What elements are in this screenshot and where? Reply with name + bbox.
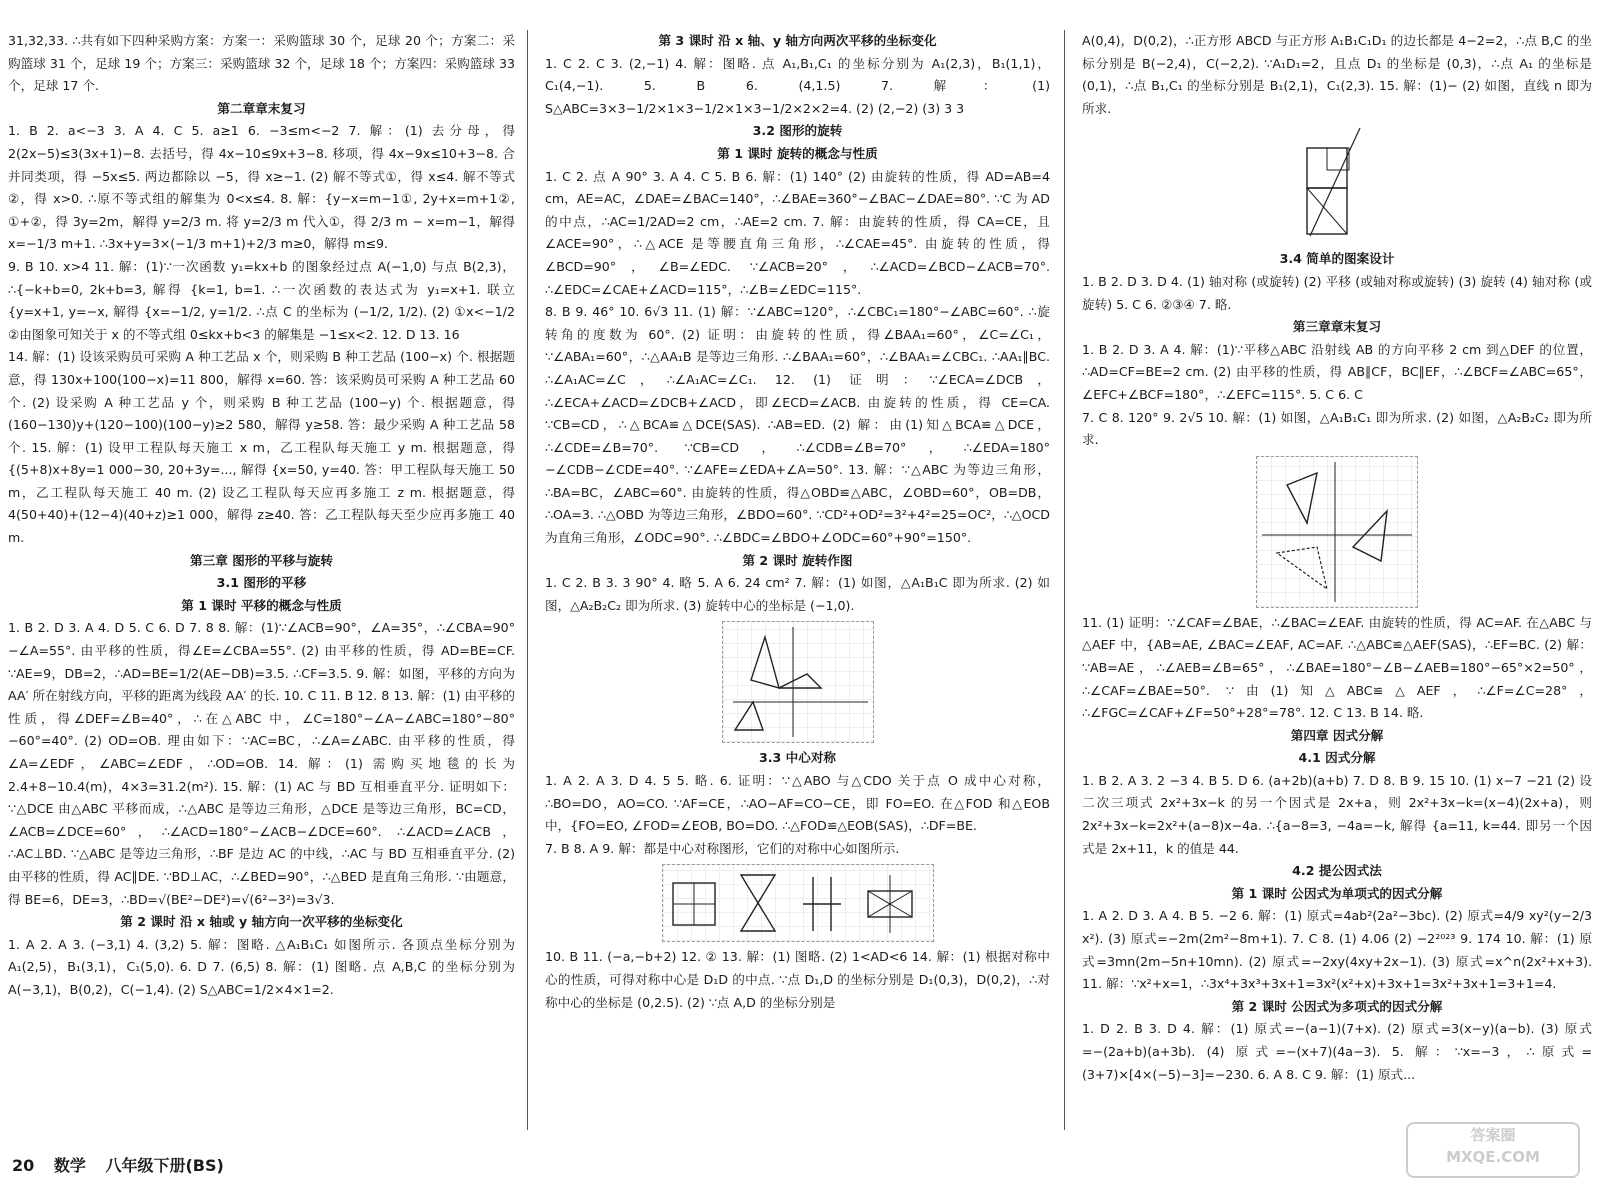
column-divider [527, 30, 528, 1130]
column-left [8, 30, 515, 1130]
lesson-heading: 第 1 课时 平移的概念与性质 [181, 597, 342, 613]
page-footer [12, 1153, 238, 1176]
paragraph: 1. A 2. D 3. A 4. B 5. −2 6. 解：(1) 原式=4ab²(2a²−3bc). (2) 原式=4/9 xy²(y−2/3 x²). (3) 原式=−2m(2m²−8m+1). 7. C 8. (1) 4.06 (2) −2²⁰²³ 9. 174 10. 解：(1) 原式=3mn(2m−5n+10mn). (2) 原式=−2xy(4xy+2x−1). (3) 原式=x^n(2x²+x+3). 11. 解：∵x²+x=1，∴3x⁴+3x³+3x+1=3x²(x²+x)+3x+1=3x²+3x+1=3+1=4. [1082, 908, 1592, 992]
chapter-heading: 第三章 图形的平移与旋转 [190, 552, 333, 568]
section-heading: 3.2 图形的旋转 [752, 123, 843, 139]
paragraph: 7. B 8. A 9. 解：都是中心对称图形，它们的对称中心如图所示. [545, 840, 900, 856]
paragraph: 11. (1) 证明：∵∠CAF=∠BAE，∴∠BAC=∠EAF. 由旋转的性质，得 AC=AF. 在△ABC 与△AEF 中，{AB=AE, ∠BAC=∠EAF, AC=AF. ∴△ABC≌△AEF(SAS)，∴EF=BC. (2) 解：∵AB=AE，∴∠AEB=∠B=65°，∴∠BAE=180°−∠B−∠AEB=180°−65°×2=50°，∴∠CAF=∠BAE=50°. ∵由(1)知△ABC≌△AEF，∴∠F=∠C=28°，∴∠FGC=∠CAF+∠F=50°+28°=78°. 12. C 13. B 14. 略. [1082, 614, 1592, 721]
section-heading: 3.1 图形的平移 [216, 575, 307, 591]
paragraph: 1. C 2. C 3. (2,−1) 4. 解：图略. 点 A₁,B₁,C₁ 的坐标分别为 A₁(2,3)，B₁(1,1)，C₁(4,−1). 5. B 6. (4,1.5) 7. 解：(1) S△ABC=3×3−1/2×1×3−1/2×1×3−1/2×2×2=4. (2) (2,−2) (3) 3 3 [545, 55, 1050, 116]
chapter-heading: 第四章 因式分解 [1290, 727, 1384, 743]
paragraph: 1. B 2. D 3. D 4. (1) 轴对称 (或旋转) (2) 平移 (或轴对称或旋转) (3) 旋转 (4) 轴对称 (或旋转) 5. C 6. ②③④ 7. 略. [1082, 273, 1592, 312]
lesson-heading: 第 2 课时 沿 x 轴或 y 轴方向一次平移的坐标变化 [120, 914, 403, 930]
column-right [1082, 30, 1592, 1130]
hourglass-bottom [741, 903, 775, 931]
watermark-line: MXQE.COM [1446, 1148, 1540, 1166]
subject-label: 数学 [53, 1156, 86, 1175]
lesson-heading: 第 2 课时 旋转作图 [742, 552, 853, 568]
grade-label: 八年级下册(BS) [105, 1156, 224, 1175]
triangle-a1b1c1 [1353, 511, 1387, 561]
square-line-figure [1292, 124, 1382, 244]
section-heading: 第三章章末复习 [1292, 319, 1382, 335]
rotation-figure-svg [723, 622, 873, 742]
paragraph: 31,32,33. ∴共有如下四种采购方案：方案一：采购篮球 30 个，足球 20 个；方案二：采购篮球 31 个，足球 19 个；方案三：采购篮球 32 个，足球 18 个；方案四：采购篮球 33 个，足球 17 个. [8, 33, 515, 94]
paragraph: 1. B 2. A 3. 2 −3 4. B 5. D 6. (a+2b)(a+b) 7. D 8. B 9. 15 10. (1) x−7 −21 (2) 设二次三项式 2x²+3x−k 的另一个因式是 2x+a，则 2x²+3x−k=(x−4)(2x+a)，则 2x²+3x−k=2x²+(a−8)x−4a. ∴{a−8=3, −4a=−k, 解得 {a=11, k=44. 即另一个因式是 2x+11，k 的值是 44. [1082, 772, 1592, 856]
lesson-heading: 第 1 课时 旋转的概念与性质 [717, 145, 878, 161]
lesson-heading: 第 1 课时 公因式为单项式的因式分解 [1231, 885, 1443, 901]
paragraph: 14. 解：(1) 设该采购员可采购 A 种工艺品 x 个，则采购 B 种工艺品 (100−x) 个. 根据题意，得 130x+100(100−x)=11 800，解得 x=60. 答：该采购员可采购 A 种工艺品 60 个. (2) 设采购 A 种工艺品 y 个，则采购 B 种工艺品 (100−y) 个. 根据题意，得 (160−130)y+(120−100)(100−y)≥2 580，解得 y≥58. 答：最少采购 A 种工艺品 58 个. 15. 解：(1) 设甲工程队每天施工 x m，乙工程队每天施工 y m. 根据题意，得 {(5+8)x+8y=1 000−30, 20+3y=..., 解得 {x=50, y=40. 答：甲工程队每天施工 50 m，乙工程队每天施工 40 m. (2) 设乙工程队每天应再多施工 z m. 根据题意，得 4(50+40)+(12−4)(40+z)≥1 000，解得 z≥40. 答：乙工程队每天至少应再多施工 40 m. [8, 349, 515, 546]
paragraph: 10. B 11. (−a,−b+2) 12. ② 13. 解：(1) 图略. (2) 1<AD<6 14. 解：(1) 根据对称中心的性质，可得对称中心是 D₁D 的中点. ∵点 D₁,D 的坐标分别是 D₁(0,3)，D(0,2)，∴对称中心的坐标是 (0,2.5). (2) ∵点 A,D 的坐标分别是 [545, 949, 1050, 1010]
column-middle [545, 30, 1050, 1130]
page-number: 20 [12, 1156, 35, 1175]
section-heading: 3.3 中心对称 [758, 750, 837, 766]
coordinate-grid-figure [1256, 456, 1418, 608]
paragraph: 1. D 2. B 3. D 4. 解：(1) 原式=−(a−1)(7+x). (2) 原式=3(x−y)(a−b). (3) 原式=−(2a+b)(a+3b). (4) 原式=−(x+7)(4a−3). 5. 解：∵x=−3，∴原式=(3+7)×[4×(−5)−3]=−230. 6. A 8. C 9. 解：(1) 原式... [1082, 1021, 1592, 1082]
section-heading: 4.1 因式分解 [1298, 750, 1376, 766]
paragraph: 1. C 2. 点 A 90° 3. A 4. C 5. B 6. 解：(1) 140° (2) 由旋转的性质，得 AD=AB=4 cm，AE=AC，∠DAE=∠BAC=140°，∴∠BAE=360°−∠BAC−∠DAE=80°. ∵C 为 AD 的中点，∴AC=1/2AD=2 cm，∴AE=2 cm. 7. 解：由旋转的性质，得 CA=CE，且∠ACE=90°，∴△ACE 是等腰直角三角形，∴∠CAE=45°. 由旋转的性质，得∠BCD=90°，∠B=∠EDC. ∵∠ACB=20°，∴∠ACD=∠BCD−∠ACB=70°. ∴∠EDC=∠CAE+∠ACD=115°，∴∠B=∠EDC=115°. [545, 168, 1050, 297]
diagonal [1307, 188, 1347, 234]
triangle-abc [751, 637, 779, 688]
paragraph: 9. B 10. x>4 11. 解：(1)∵一次函数 y₁=kx+b 的图象经过点 A(−1,0) 与点 B(2,3)，∴{−k+b=0, 2k+b=3, 解得 {k=1, b=1. ∴一次函数的表达式为 y₁=x+1. 联立 {y=x+1, y=−x, 解得 {x=−1/2, y=1/2. ∴点 C 的坐标为 (−1/2, 1/2). (2) ①x<−1/2 ②由图象可知关于 x 的不等式组 0≤kx+b<3 的解集是 −1≤x<2. 12. D 13. 16 [8, 258, 515, 342]
triangle-a2b2c2 [1277, 547, 1327, 589]
section-heading: 4.2 提公因式法 [1292, 863, 1382, 879]
paragraph: 1. B 2. D 3. A 4. D 5. C 6. D 7. 8 8. 解：(1)∵∠ACB=90°，∠A=35°，∴∠CBA=90°−∠A=55°. 由平移的性质，得∠E=∠CBA=55°. (2) 由平移的性质，得 AD=BE=CF. ∵AE=9，DB=2，∴AD=BE=1/2(AE−DB)=3.5. ∴CF=3.5. 9. 解：如图，平移的方向为 AA′ 所在射线方向，平移的距离为线段 AA′ 的长. 10. C 11. B 12. 8 13. 解：(1) 由平移的性质，得∠DEF=∠B=40°，∴在△ABC 中，∠C=180°−∠A−∠ABC=180°−80°−60°=40°. (2) OD=OB. 理由如下：∵AC=BC，∴∠A=∠ABC. 由平移的性质，得∠A=∠EDF，∠ABC=∠EDF，∴OD=OB. 14. 解：(1) 需购买地毯的长为 2.4+8−10.4(m)，4×3=31.2(m²). 15. 解：(1) AC 与 BD 互相垂直平分. 证明如下：∵△DCE 由△ABC 平移而成，∴△ABC 是等边三角形，△DCE 是等边三角形，BC=CD，∠ACB=∠DCE=60°，∴∠ACD=180°−∠ACB−∠DCE=60°. ∴∠ACD=∠ACB，∴AC⊥BD. ∵△ABC 是等边三角形，∴BF 是边 AC 的中线，∴AC 与 BD 互相垂直平分. (2) 由平移的性质，得 AC∥DE. ∵BD⊥AC，∴∠BED=90°，∴△BED 是直角三角形. ∵由题意，得 BE=6，DE=3，∴BD=√(BE²−DE²)=√(6²−3²)=3√3. [8, 620, 515, 907]
center-symmetry-figure [662, 864, 934, 942]
paragraph: 8. B 9. 46° 10. 6√3 11. (1) 解：∵∠ABC=120°，∴∠CBC₁=180°−∠ABC=60°. ∴旋转角的度数为 60°. (2) 证明：由旋转的性质，得∠BAA₁=60°，∠C=∠C₁，∵∠ABA₁=60°，∴△AA₁B 是等边三角形. ∴∠BAA₁=60°，∴∠BAA₁=∠CBC₁. ∴AA₁∥BC. ∴∠A₁AC=∠C，∴∠A₁AC=∠C₁. 12. (1) 证明：∵∠ECA=∠DCB，∴∠ECA+∠ACD=∠DCB+∠ACD，即∠ECD=∠ACB. 由旋转的性质，得 CE=CA. ∵CB=CD，∴△BCA≌△DCE(SAS). ∴AB=ED. (2) 解：由(1)知△BCA≌△DCE，∴∠CDE=∠B=70°. ∵CB=CD，∴∠CDB=∠B=70°，∴∠EDA=180°−∠CDB−∠CDE=40°. ∵∠AFE=∠EDA+∠A=50°. 13. 解：∵△ABC 为等边三角形，∴BA=BC，∠ABC=60°. 由旋转的性质，得△OBD≌△ABC，∠OBD=60°，OB=DB，∴OA=3. ∴△OBD 为等边三角形，∠BDO=60°. ∵CD²+OD²=3²+4²=25=OC²，∴△OCD 为直角三角形，∠ODC=90°. ∴∠BDC=∠BDO+∠ODC=60°+90°=150°. [545, 304, 1050, 546]
paragraph: A(0,4)，D(0,2)，∴正方形 ABCD 与正方形 A₁B₁C₁D₁ 的边长都是 4−2=2，∴点 B,C 的坐标分别是 B(−2,4)，C(−2,2). ∵A₁D₁=2，且点 D₁ 的坐标是 (0,3)，∴点 A₁ 的坐标是 (0,1)，∴点 B₁,C₁ 的坐标分别是 B₁(2,1)，C₁(2,3). 15. 解：(1)− (2) 如图，直线 n 即为所求. [1082, 33, 1592, 116]
column-divider [1064, 30, 1065, 1130]
section-heading: 3.4 简单的图案设计 [1279, 251, 1395, 267]
rotation-grid-figure [722, 621, 874, 743]
paragraph: 1. A 2. A 3. (−3,1) 4. (3,2) 5. 解：图略. △A₁B₁C₁ 如图所示. 各顶点坐标分别为 A₁(2,5)，B₁(3,1)，C₁(5,0). 6. D 7. (6,5) 8. 解：(1) 图略. 点 A,B,C 的坐标分别为 A(−3,1)，B(0,2)，C(−1,4). (2) S△ABC=1/2×4×1=2. [8, 936, 515, 997]
section-heading: 第二章章末复习 [217, 100, 306, 116]
paragraph: 1. A 2. A 3. D 4. 5 5. 略. 6. 证明：∵△ABO 与△CDO 关于点 O 成中心对称，∴BO=DO，AO=CO. ∵AF=CE，∴AO−AF=CO−CE，即 FO=EO. 在△FOD 和△EOB 中，{FO=EO, ∠FOD=∠EOB, BO=DO. ∴△FOD≌△EOB(SAS)，∴DF=BE. [545, 773, 1050, 834]
paragraph: 1. B 2. D 3. A 4. 解：(1)∵平移△ABC 沿射线 AB 的方向平移 2 cm 到△DEF 的位置，∴AD=CF=BE=2 cm. (2) 由平移的性质，得 AB∥CF，BC∥EF，∴∠BCF=∠ABC=65°，∠EFC+∠BCF=180°，∴∠EFC=115°. 5. C 6. C [1082, 341, 1592, 402]
hourglass-top [741, 875, 775, 903]
paragraph: 1. C 2. B 3. 3 90° 4. 略 5. A 6. 24 cm² 7. 解：(1) 如图，△A₁B₁C 即为所求. (2) 如图，△A₂B₂C₂ 即为所求. (3) 旋转中心的坐标是 (−1,0). [545, 575, 1050, 613]
paragraph: 7. C 8. 120° 9. 2√5 10. 解：(1) 如图，△A₁B₁C₁ 即为所求. (2) 如图，△A₂B₂C₂ 即为所求. [1082, 409, 1592, 448]
paragraph: 1. B 2. a<−3 3. A 4. C 5. a≥1 6. −3≤m<−2 7. 解：(1) 去分母，得 2(2x−5)≤3(3x+1)−8. 去括号，得 4x−10≤9x+3−8. 移项，得 4x−9x≤10+3−8. 合并同类项，得 −5x≤5. 两边都除以 −5，得 x≥−1. (2) 解不等式①，得 x≤4. 解不等式②，得 x>0. ∴原不等式组的解集为 0<x≤4. 8. 解：{y−x=m−1①, 2y+x=m+1②, ①+②，得 3y=2m，解得 y=2/3 m. 将 y=2/3 m 代入①，得 2/3 m − x=m−1，解得 x=−1/3 m+1. ∴3x+y=3×(−1/3 m+1)+2/3 m≥0，解得 m≤9. [8, 123, 515, 252]
review-grid-svg [1257, 457, 1417, 607]
symmetry-figures-svg [663, 865, 933, 941]
site-watermark [1406, 1122, 1580, 1178]
square-line-svg [1292, 124, 1382, 244]
triangle-abc [1287, 473, 1317, 523]
watermark-line: 答案圈 [1470, 1126, 1516, 1144]
triangle-a2b2c2 [735, 702, 763, 730]
triangle-a1b1c [779, 674, 821, 688]
lesson-heading: 第 2 课时 公因式为多项式的因式分解 [1231, 998, 1443, 1014]
lesson-heading: 第 3 课时 沿 x 轴、y 轴方向两次平移的坐标变化 [658, 33, 937, 48]
